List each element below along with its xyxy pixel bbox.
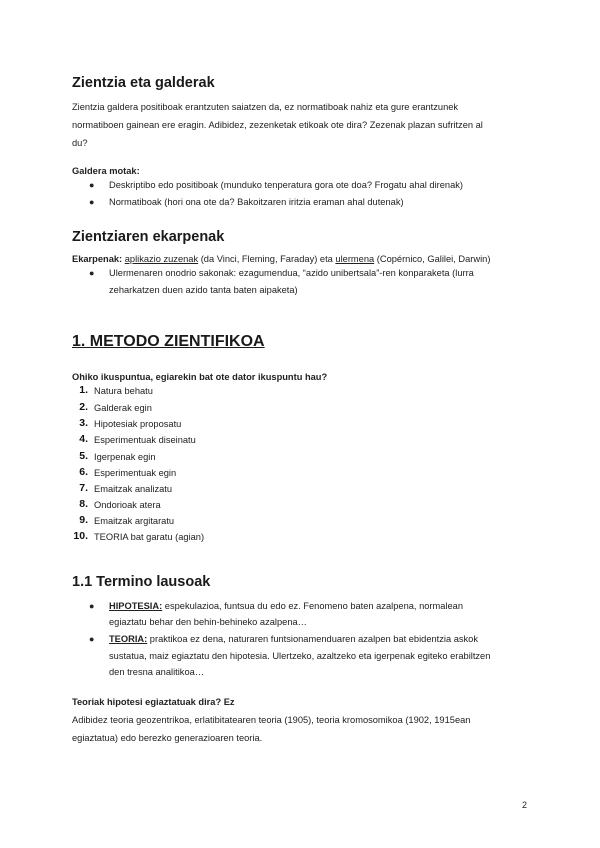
step-number: 4. xyxy=(79,433,88,445)
paragraph-line: normatiboen gainean ere eragin. Adibidez, zezenketak etikoak ote dira? Zezenak plazan sufritzen al xyxy=(72,120,483,130)
step-number: 1. xyxy=(79,384,88,396)
step-text: Hipotesiak proposatu xyxy=(94,419,182,429)
direct-applications-link: aplikazio zuzenak xyxy=(124,254,199,264)
list-item-continuation: zeharkatzen duen azido tanta baten aipaketa) xyxy=(109,285,298,295)
step-number: 2. xyxy=(79,401,88,413)
contributions-line xyxy=(72,250,490,268)
list-item: Deskriptibo edo positiboak (munduko tenperatura gora ote doa? Frogatu ahal direnak) xyxy=(109,180,464,190)
term-hipotesia-text: espekulazioa, funtsua du edo ez. Fenomeno baten azalpena, normalean xyxy=(162,601,464,611)
step-number: 7. xyxy=(79,482,88,494)
section-title-termino-lausoak: 1.1 Termino lausoak xyxy=(72,574,211,590)
section-title-zientziaren-ekarpenak: Zientziaren ekarpenak xyxy=(72,229,225,245)
term-hipotesia-label: HIPOTESIA: xyxy=(109,601,163,611)
list-item: Normatiboak (hori ona ote da? Bakoitzaren iritzia eraman ahal dutenak) xyxy=(109,197,404,207)
bullet-icon: ● xyxy=(89,601,95,611)
step-number: 9. xyxy=(79,514,88,526)
paragraph-line: Zientzia galdera positiboak erantzuten saiatzen da, ez normatiboak nahiz eta gure erantzunek xyxy=(72,102,459,112)
term-teoria-label: TEORIA: xyxy=(109,634,148,644)
bullet-icon: ● xyxy=(89,268,95,278)
step-text: Esperimentuak diseinatu xyxy=(94,435,196,445)
list-item-continuation: sustatua, maiz egiaztatu den hipotesia. Ulertzeko, azaltzeko eta igerpenak egiteko erabiltzen xyxy=(109,651,491,661)
step-text: Ondorioak atera xyxy=(94,500,161,510)
method-question: Ohiko ikuspuntua, egiarekin bat ote dator ikuspuntu hau? xyxy=(72,372,328,382)
contributions-label: Ekarpenak: xyxy=(72,254,123,264)
contributions-text: (Copérnico, Galilei, Darwin) xyxy=(374,254,491,264)
section-title-metodo-zientifikoa: 1. METODO ZIENTIFIKOA xyxy=(72,333,265,350)
term-teoria-line xyxy=(109,634,478,644)
step-number: 6. xyxy=(79,466,88,478)
paragraph-line: Adibidez teoria geozentrikoa, erlatibitatearen teoria (1905), teoria kromosomikoa (1902, 1915ean xyxy=(72,715,471,725)
step-text: TEORIA bat garatu (agian) xyxy=(94,532,205,542)
step-number: 8. xyxy=(79,498,88,510)
section-title-zientzia-eta-galderak: Zientzia eta galderak xyxy=(72,75,215,91)
list-item: Ulermenaren onodrio sakonak: ezagumendua, “azido unibertsala”-ren konparaketa (lurra xyxy=(109,268,474,278)
theories-question: Teoriak hipotesi egiaztatuak dira? Ez xyxy=(72,697,235,707)
list-item-continuation: egiaztatu behar den behin-behineko azalpena… xyxy=(109,617,307,627)
question-types-label: Galdera motak: xyxy=(72,166,140,176)
contributions-text: (da Vinci, Fleming, Faraday) eta xyxy=(198,254,336,264)
step-text: Emaitzak argitaratu xyxy=(94,516,175,526)
page-number: 2 xyxy=(522,800,528,810)
step-number: 3. xyxy=(79,417,88,429)
step-text: Natura behatu xyxy=(94,386,153,396)
bullet-icon: ● xyxy=(89,180,95,190)
bullet-icon: ● xyxy=(89,634,95,644)
term-teoria-text: praktikoa ez dena, naturaren funtsionamenduaren azalpen bat ebidentzia askok xyxy=(147,634,478,644)
bullet-icon: ● xyxy=(89,197,95,207)
list-item-continuation: den tresna analitikoa… xyxy=(109,667,205,677)
understanding-link: ulermena xyxy=(335,254,375,264)
step-number: 5. xyxy=(79,450,88,462)
term-hipotesia-line xyxy=(109,601,463,611)
step-text: Esperimentuak egin xyxy=(94,468,177,478)
step-text: Galderak egin xyxy=(94,403,152,413)
step-text: Igerpenak egin xyxy=(94,452,156,462)
paragraph-line: egiaztatua) edo berezko generazioaren teoria. xyxy=(72,733,263,743)
step-number: 10. xyxy=(73,530,88,542)
paragraph-line: du? xyxy=(72,138,88,148)
step-text: Emaitzak analizatu xyxy=(94,484,173,494)
